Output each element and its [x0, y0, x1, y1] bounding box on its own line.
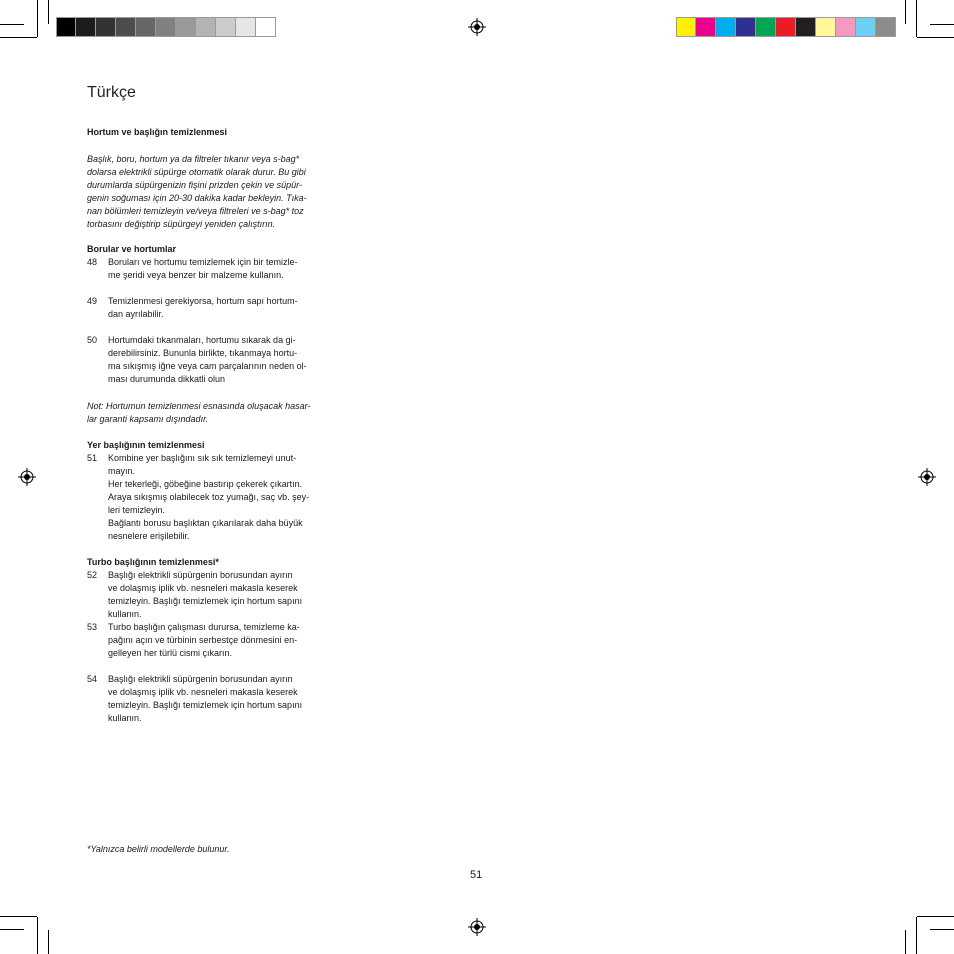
gray-swatch-5 — [136, 17, 156, 37]
registration-mark-top-icon — [468, 18, 486, 36]
item-number: 51 — [87, 453, 98, 463]
item-number: 54 — [87, 674, 98, 684]
color-swatch-11 — [876, 17, 896, 37]
gray-swatch-8 — [196, 17, 216, 37]
gray-swatch-2 — [76, 17, 96, 37]
color-swatch-3 — [716, 17, 736, 37]
color-swatch-8 — [816, 17, 836, 37]
gray-swatch-3 — [96, 17, 116, 37]
item-number: 49 — [87, 296, 98, 306]
color-swatch-1 — [676, 17, 696, 37]
gray-swatch-1 — [56, 17, 76, 37]
registration-mark-left-icon — [18, 468, 36, 486]
color-swatch-4 — [736, 17, 756, 37]
gray-swatch-4 — [116, 17, 136, 37]
item-number: 48 — [87, 257, 98, 267]
registration-mark-right-icon — [918, 468, 936, 486]
intro-paragraph: Başlık, boru, hortum ya da filtreler tıkanır veya s-bag* dolarsa elektrikli süpürge otomatik olarak durur. Bu gibi durumlarda süpürgenizin fişini prizden çekin ve süpür- genin soğuması için 20-30 dakika kadar bekleyin. Tıka- nan bölümleri temizleyin ve/veya filtreleri ve s-bag* toz torbasını değiştirip süpürgeyi yeniden çalıştırın. — [87, 154, 307, 229]
warranty-note: Not: Hortumun temizlenmesi esnasında oluşacak hasar- lar garanti kapsamı dışındadır. — [87, 401, 311, 424]
footnote: *Yalnızca belirli modellerde bulunur. — [87, 844, 230, 854]
registration-mark-bottom-icon — [468, 918, 486, 936]
item-number: 52 — [87, 570, 98, 580]
item-number: 50 — [87, 335, 98, 345]
color-swatch-strip — [676, 17, 896, 37]
gray-swatch-9 — [216, 17, 236, 37]
section-heading-floor-nozzle: Yer başlığının temizlenmesi — [87, 440, 205, 450]
section-heading-tubes-hoses: Borular ve hortumlar — [87, 244, 177, 254]
gray-swatch-6 — [156, 17, 176, 37]
color-swatch-10 — [856, 17, 876, 37]
color-swatch-5 — [756, 17, 776, 37]
color-swatch-2 — [696, 17, 716, 37]
section-heading-turbo-nozzle: Turbo başlığının temizlenmesi* — [87, 557, 219, 567]
section-heading-hose-nozzle-cleaning: Hortum ve başlığın temizlenmesi — [87, 127, 228, 137]
color-swatch-9 — [836, 17, 856, 37]
grayscale-swatch-strip — [56, 17, 276, 37]
item-number: 53 — [87, 622, 98, 632]
gray-swatch-7 — [176, 17, 196, 37]
color-swatch-7 — [796, 17, 816, 37]
gray-swatch-11 — [256, 17, 276, 37]
language-title: Türkçe — [87, 84, 136, 101]
page-number: 51 — [470, 869, 483, 881]
gray-swatch-10 — [236, 17, 256, 37]
color-swatch-6 — [776, 17, 796, 37]
